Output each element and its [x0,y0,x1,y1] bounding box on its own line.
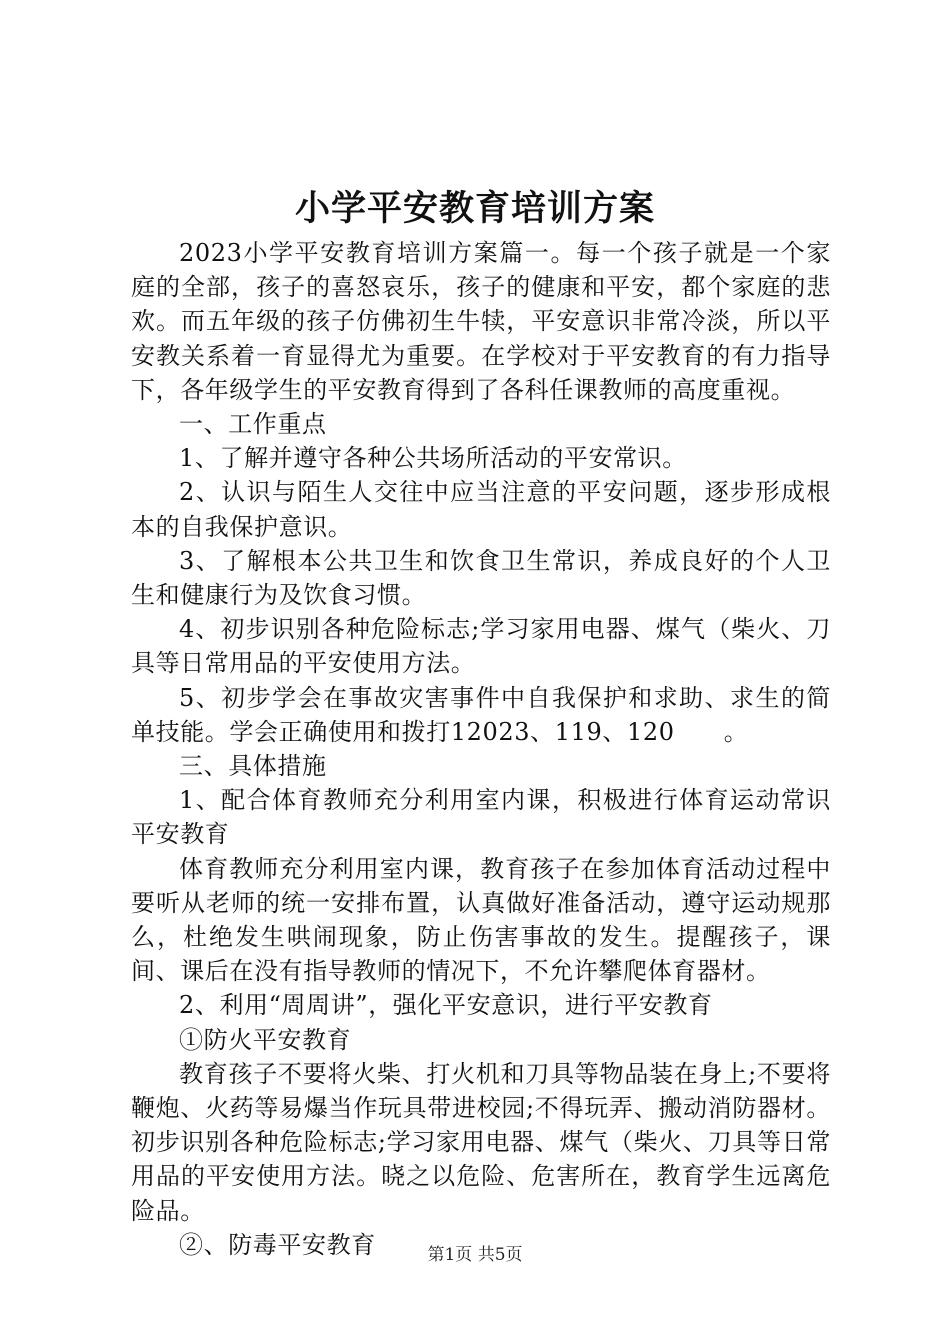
paragraph-intro: 2023小学平安教育培训方案篇一。每一个孩子就是一个家庭的全部，孩子的喜怒哀乐，孩子的健康和平安，都个家庭的悲欢。而五年级的孩子仿佛初生牛犊，平安意识非常冷淡，所以平安教关系着一育显得尤为重要。在学校对于平安教育的有力指导下，各年级学生的平安教育得到了各科任课教师的高度重视。 [131,239,831,404]
paragraph-pe-safety: 体育教师充分利用室内课，教育孩子在参加体育活动过程中要听从老师的统一安排布置，认真做好准备活动，遵守运动规那么，杜绝发生哄闹现象，防止伤害事故的发生。提醒孩子，课间、课后在没有指导教师的情况下，不允许攀爬体育器材。 [131,854,831,986]
list-item-4: 4、初步识别各种危险标志;学习家用电器、煤气（柴火、刀具等日常用品的平安使用方法。 [131,615,831,678]
list-item-2: 2、认识与陌生人交往中应当注意的平安问题，逐步形成根本的自我保护意识。 [131,478,831,541]
list-item-5: 5、初步学会在事故灾害事件中自我保护和求助、求生的简单技能。学会正确使用和拨打12023、119、120 。 [131,683,831,746]
measure-item-1: 1、配合体育教师充分利用室内课，积极进行体育运动常识平安教育 [131,786,831,849]
measure-item-2: 2、利用“周周讲”，强化平安意识，进行平安教育 [179,991,713,1020]
document-body [131,236,831,1262]
section-heading-work-focus: 一、工作重点 [179,410,327,439]
section-heading-measures: 三、具体措施 [179,752,327,781]
subheading-poison-safety: ②、防毒平安教育 [179,1230,376,1259]
page-footer: 第1页 共5页 [427,1245,523,1265]
list-item-1: 1、了解并遵守各种公共场所活动的平安常识。 [179,444,687,473]
subheading-fire-safety: ①防火平安教育 [179,1025,352,1054]
paragraph-fire-safety: 教育孩子不要将火柴、打火机和刀具等物品装在身上;不要将鞭炮、火药等易爆当作玩具带进校园;不得玩弄、搬动消防器材。初步识别各种危险标志;学习家用电器、煤气（柴火、刀具等日常用品的平安使用方法。晓之以危险、危害所在，教育学生远离危险品。 [131,1059,831,1225]
document-title: 小学平安教育培训方案 [294,188,655,229]
list-item-3: 3、了解根本公共卫生和饮食卫生常识，养成良好的个人卫生和健康行为及饮食习惯。 [131,546,831,610]
